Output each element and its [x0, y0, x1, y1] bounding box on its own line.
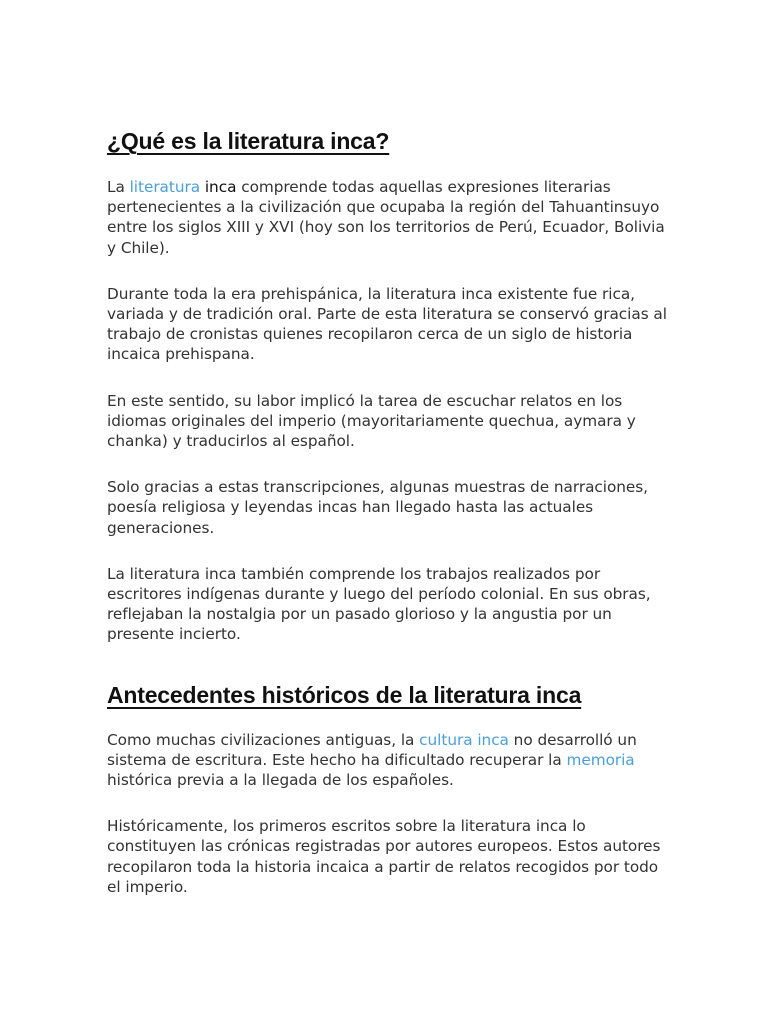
paragraph-primeros-escritos: Históricamente, los primeros escritos sobre la literatura inca lo constituyen las crónicas registradas por autores europeos. Estos autores recopilaron toda la historia incaica a partir de relatos recogidos por todo el imperio. [107, 817, 661, 896]
paragraph-text: comprende todas aquellas expresiones literarias pertenecientes a la civilización que ocupaba la región del Tahuantinsuyo entre los siglos XIII y XVI (hoy son los territorios de Perú, Ecuador, Bolivia y Chile). [107, 178, 665, 257]
paragraph-intro [107, 177, 667, 258]
paragraph-text: La [107, 178, 130, 196]
paragraph-sistema-escritura [107, 730, 667, 791]
paragraph-escritores-indigenas: La literatura inca también comprende los trabajos realizados por escritores indígenas durante y luego del período colonial. En sus obras, reflejaban la nostalgia por un pasado glorioso y la angustia por un presente incierto. [107, 564, 651, 644]
paragraph-text: histórica previa a la llegada de los españoles. [107, 771, 454, 790]
section-heading-antecedentes: Antecedentes históricos de la literatura inca [107, 681, 582, 708]
link-memoria[interactable]: memoria [566, 750, 635, 769]
paragraph-labor-cronistas: En este sentido, su labor implicó la tarea de escuchar relatos en los idiomas originales del imperio (mayoritariamente quechua, aymara y chanka) y traducirlos al español. [107, 391, 636, 451]
link-literatura[interactable]: literatura [129, 178, 201, 196]
paragraph-text: no desarrolló un sistema de escritura. Este hecho ha dificultado recuperar la [107, 730, 637, 769]
section-heading-que-es: ¿Qué es la literatura inca? [107, 128, 390, 154]
link-inca[interactable]: inca [204, 178, 237, 196]
paragraph-transcripciones: Solo gracias a estas transcripciones, algunas muestras de narraciones, poesía religiosa y leyendas incas han llegado hasta las actuales generaciones. [107, 478, 648, 537]
paragraph-era-prehispanica: Durante toda la era prehispánica, la literatura inca existente fue rica, variada y de tradición oral. Parte de esta literatura se conservó gracias al trabajo de cronistas quienes recopilaron cerca de un siglo de historia incaica prehispana. [107, 284, 667, 364]
document-page [107, 126, 667, 897]
link-cultura-inca[interactable]: cultura inca [419, 730, 509, 749]
paragraph-text: Como muchas civilizaciones antiguas, la [107, 730, 420, 749]
